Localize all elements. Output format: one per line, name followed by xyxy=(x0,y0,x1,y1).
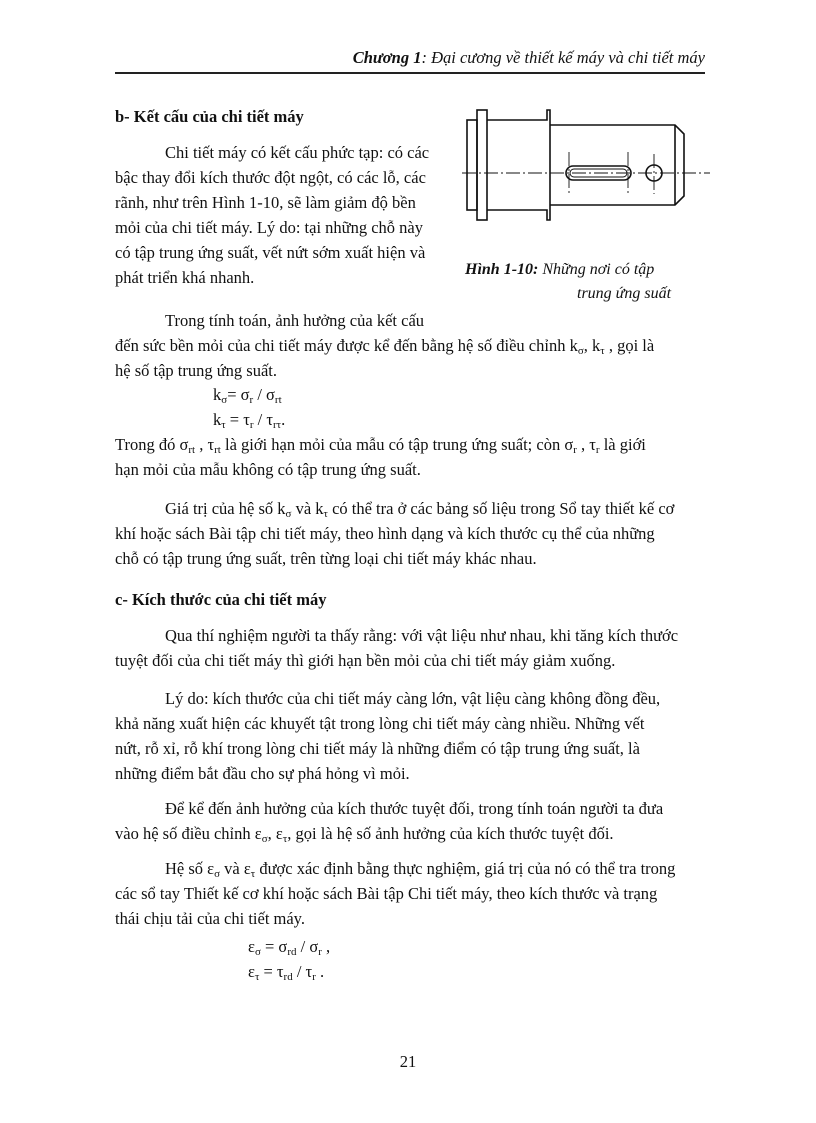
text-line: Trong đó $\sigma_{rt}$ , $\tau_{rt}$ là giới hạn mỏi của mẫu có tập trung ứng suất; còn $\sigma_r$ , $\tau_r$ là giới xyxy=(115,435,646,456)
shaft-flange xyxy=(467,120,477,210)
text-line: Giá trị của hệ số $k_\sigma$ và $k_\tau$ có thể tra ở các bảng số liệu trong Sổ tay thiết kế cơ xyxy=(165,499,675,520)
section-b-heading: b- Kết cấu của chi tiết máy xyxy=(115,107,304,126)
shaft-journal xyxy=(550,125,684,205)
formula-k-sigma: $k_\sigma= \sigma_r / \sigma_{rt}$ xyxy=(213,385,282,406)
caption-text-2: trung ứng suất xyxy=(577,285,672,302)
text-line: các sổ tay Thiết kế cơ khí hoặc sách Bài tập Chi tiết máy, theo kích thước và trạng xyxy=(115,884,658,903)
formula-epsilon-tau: $\varepsilon_\tau = \tau_{rd} / \tau_r$ . xyxy=(248,962,325,983)
text-line: Qua thí nghiệm người ta thấy rằng: với vật liệu như nhau, khi tăng kích thước xyxy=(165,626,679,645)
text-line: khả năng xuất hiện các khuyết tật trong lòng chi tiết máy càng nhiều. Những vết xyxy=(115,714,645,733)
caption-text: Những nơi có tập xyxy=(538,261,655,278)
section-c-paragraph-1 xyxy=(115,623,705,673)
text-line: tuyệt đối của chi tiết máy thì giới hạn bền mỏi của chi tiết máy giảm xuống. xyxy=(115,651,616,670)
text-line: Để kể đến ảnh hưởng của kích thước tuyệt đối, trong tính toán người ta đưa xyxy=(165,799,664,818)
text-line: Trong tính toán, ảnh hưởng của kết cấu xyxy=(165,311,425,330)
text-line: mỏi của chi tiết máy. Lý do: tại những chỗ này xyxy=(115,218,424,237)
formula-epsilon-sigma: $\varepsilon_\sigma = \sigma_{rd} / \sigma_r$ , xyxy=(248,937,331,958)
section-c-heading: c- Kích thước của chi tiết máy xyxy=(115,590,327,609)
section-b-paragraph-2 xyxy=(115,308,705,383)
header-rule xyxy=(115,72,705,74)
text-line: đến sức bền mỏi của chi tiết máy được kể đến bằng hệ số điều chỉnh $k_\sigma$, $k_\tau$ , gọi là xyxy=(115,336,655,357)
chapter-label: Chương 1 xyxy=(352,48,422,67)
section-b-paragraph-3 xyxy=(115,432,705,482)
text-line: khí hoặc sách Bài tập chi tiết máy, theo hình dạng và kích thước cụ thể của những xyxy=(115,524,655,543)
text-line: vào hệ số điều chỉnh $\varepsilon_\sigma$, $\varepsilon_\tau$, gọi là hệ số ảnh hưởng của kích thước tuyệt đối. xyxy=(115,824,614,845)
chapter-title: : Đại cương về thiết kế máy và chi tiết máy xyxy=(421,48,705,67)
section-b-paragraph-4 xyxy=(115,496,705,571)
text-line: hạn mỏi của mẫu không có tập trung ứng suất. xyxy=(115,460,421,479)
text-line: Chi tiết máy có kết cấu phức tạp: có các xyxy=(165,143,430,162)
section-c-paragraph-3 xyxy=(115,796,705,846)
text-line: bậc thay đổi kích thước đột ngột, có các lỗ, các xyxy=(115,168,426,187)
text-line: hệ số tập trung ứng suất. xyxy=(115,361,278,380)
shaft-step xyxy=(477,110,487,220)
caption-label: Hình 1-10: xyxy=(465,261,539,278)
section-c-paragraph-4 xyxy=(115,856,705,931)
text-line: rãnh, như trên Hình 1-10, sẽ làm giảm độ bền xyxy=(115,193,416,212)
text-line: Hệ số $\varepsilon_\sigma$ và $\varepsilon_\tau$ được xác định bằng thực nghiệm, giá trị của nó có thể tra trong xyxy=(165,859,676,880)
text-line: Lý do: kích thước của chi tiết máy càng lớn, vật liệu càng không đồng đều, xyxy=(165,689,661,708)
running-header xyxy=(115,48,705,68)
text-line: những điểm bắt đầu cho sự phá hỏng vì mỏi. xyxy=(115,764,410,783)
text-line: nứt, rỗ xỉ, rỗ khí trong lòng chi tiết máy là những điểm có tập trung ứng suất, là xyxy=(115,739,640,758)
text-line: chỗ có tập trung ứng suất, trên từng loại chi tiết máy khác nhau. xyxy=(115,549,537,568)
text-line: thái chịu tải của chi tiết máy. xyxy=(115,909,305,928)
formula-k-tau: $k_\tau = \tau_r / \tau_{r\tau}$. xyxy=(213,410,286,431)
page-number: 21 xyxy=(399,1052,417,1071)
text-line: có tập trung ứng suất, vết nứt sớm xuất hiện và xyxy=(115,243,426,262)
shaft-body xyxy=(487,110,550,220)
text-line: phát triển khá nhanh. xyxy=(115,268,255,287)
section-c-paragraph-2 xyxy=(115,686,705,786)
shaft-figure xyxy=(462,102,712,222)
section-b-paragraph-1 xyxy=(115,140,453,290)
figure-caption xyxy=(465,258,715,306)
